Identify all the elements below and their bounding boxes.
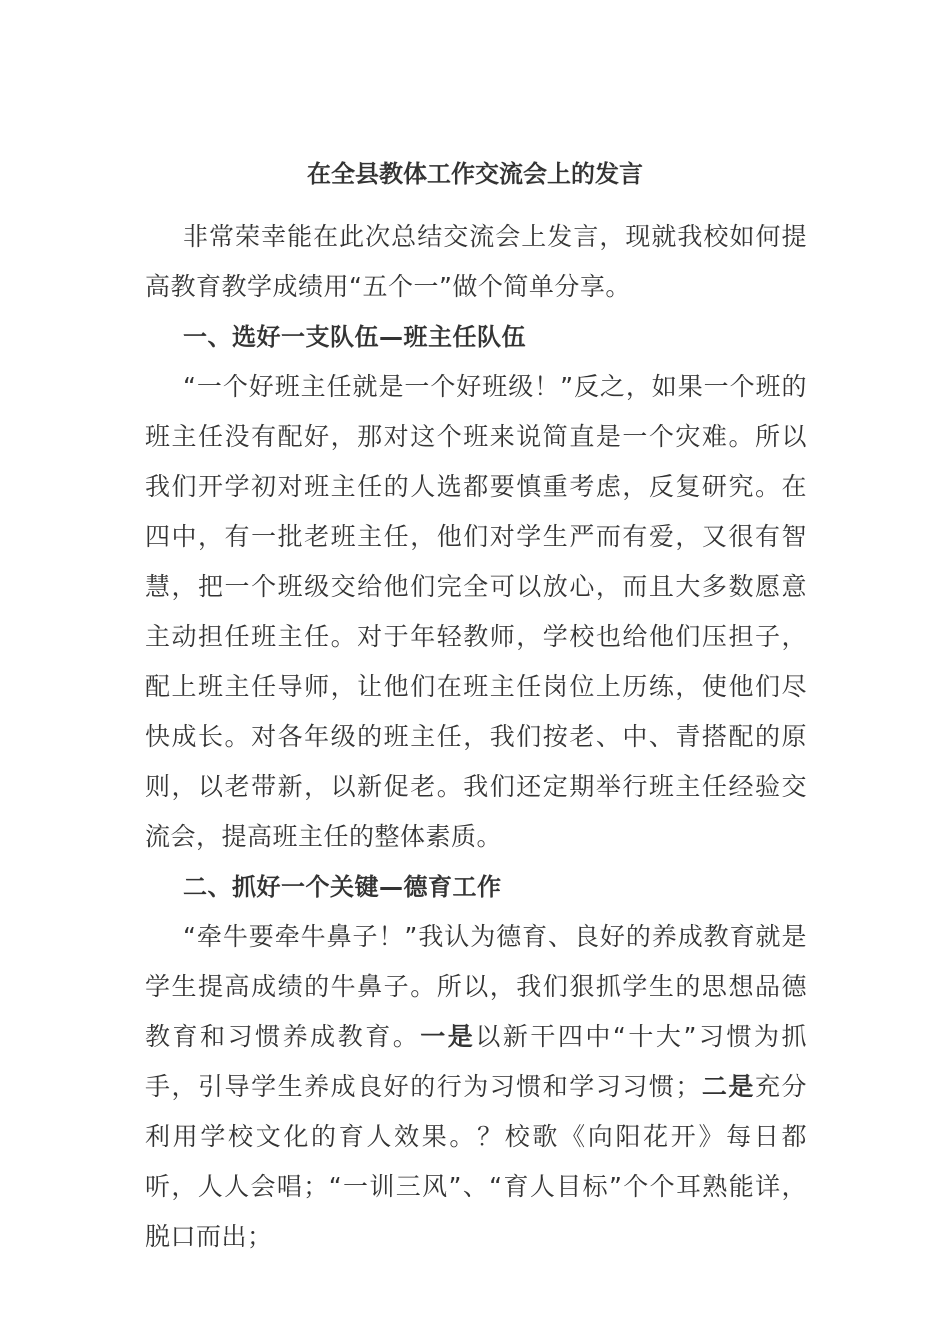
section-1-heading: 一、选好一支队伍—班主任队伍 <box>183 323 526 351</box>
section-2-paragraph <box>145 912 807 1262</box>
section-1-paragraph: “一个好班主任就是一个好班级！”反之，如果一个班的班主任没有配好，那对这个班来说简直是一个灾难。所以我们开学初对班主任的人选都要慎重考虑，反复研究。在四中，有一批老班主任，他们对学生严而有爱，又很有智慧，把一个班级交给他们完全可以放心，而且大多数愿意主动担任班主任。对于年轻教师，学校也给他们压担子，配上班主任导师，让他们在班主任岗位上历练，使他们尽快成长。对各年级的班主任，我们按老、中、青搭配的原则，以老带新，以新促老。我们还定期举行班主任经验交流会，提高班主任的整体素质。 <box>145 372 807 851</box>
section-2-bold-1: 一是 <box>420 1022 476 1051</box>
document-body <box>145 212 807 1262</box>
section-2-text-2: 以新干四中“十大”习惯为抓手，引导学生养成良好的行为习惯和学习习惯； <box>145 1022 807 1101</box>
document-title: 在全县教体工作交流会上的发言 <box>307 160 643 188</box>
section-2-heading: 二、抓好一个关键—德育工作 <box>183 873 502 901</box>
section-2-text-1: “牵牛要牵牛鼻子！”我认为德育、良好的养成教育就是学生提高成绩的牛鼻子。所以，我们狠抓学生的思想品德教育和习惯养成教育。 <box>145 922 807 1051</box>
intro-paragraph: 非常荣幸能在此次总结交流会上发言，现就我校如何提高教育教学成绩用“五个一”做个简单分享。 <box>145 222 807 301</box>
section-2-bold-2: 二是 <box>700 1072 755 1101</box>
section-2-text-3: 充分利用学校文化的育人效果。？校歌《向阳花开》每日都听，人人会唱；“一训三风”、“育人目标”个个耳熟能详，脱口而出； <box>145 1072 807 1251</box>
